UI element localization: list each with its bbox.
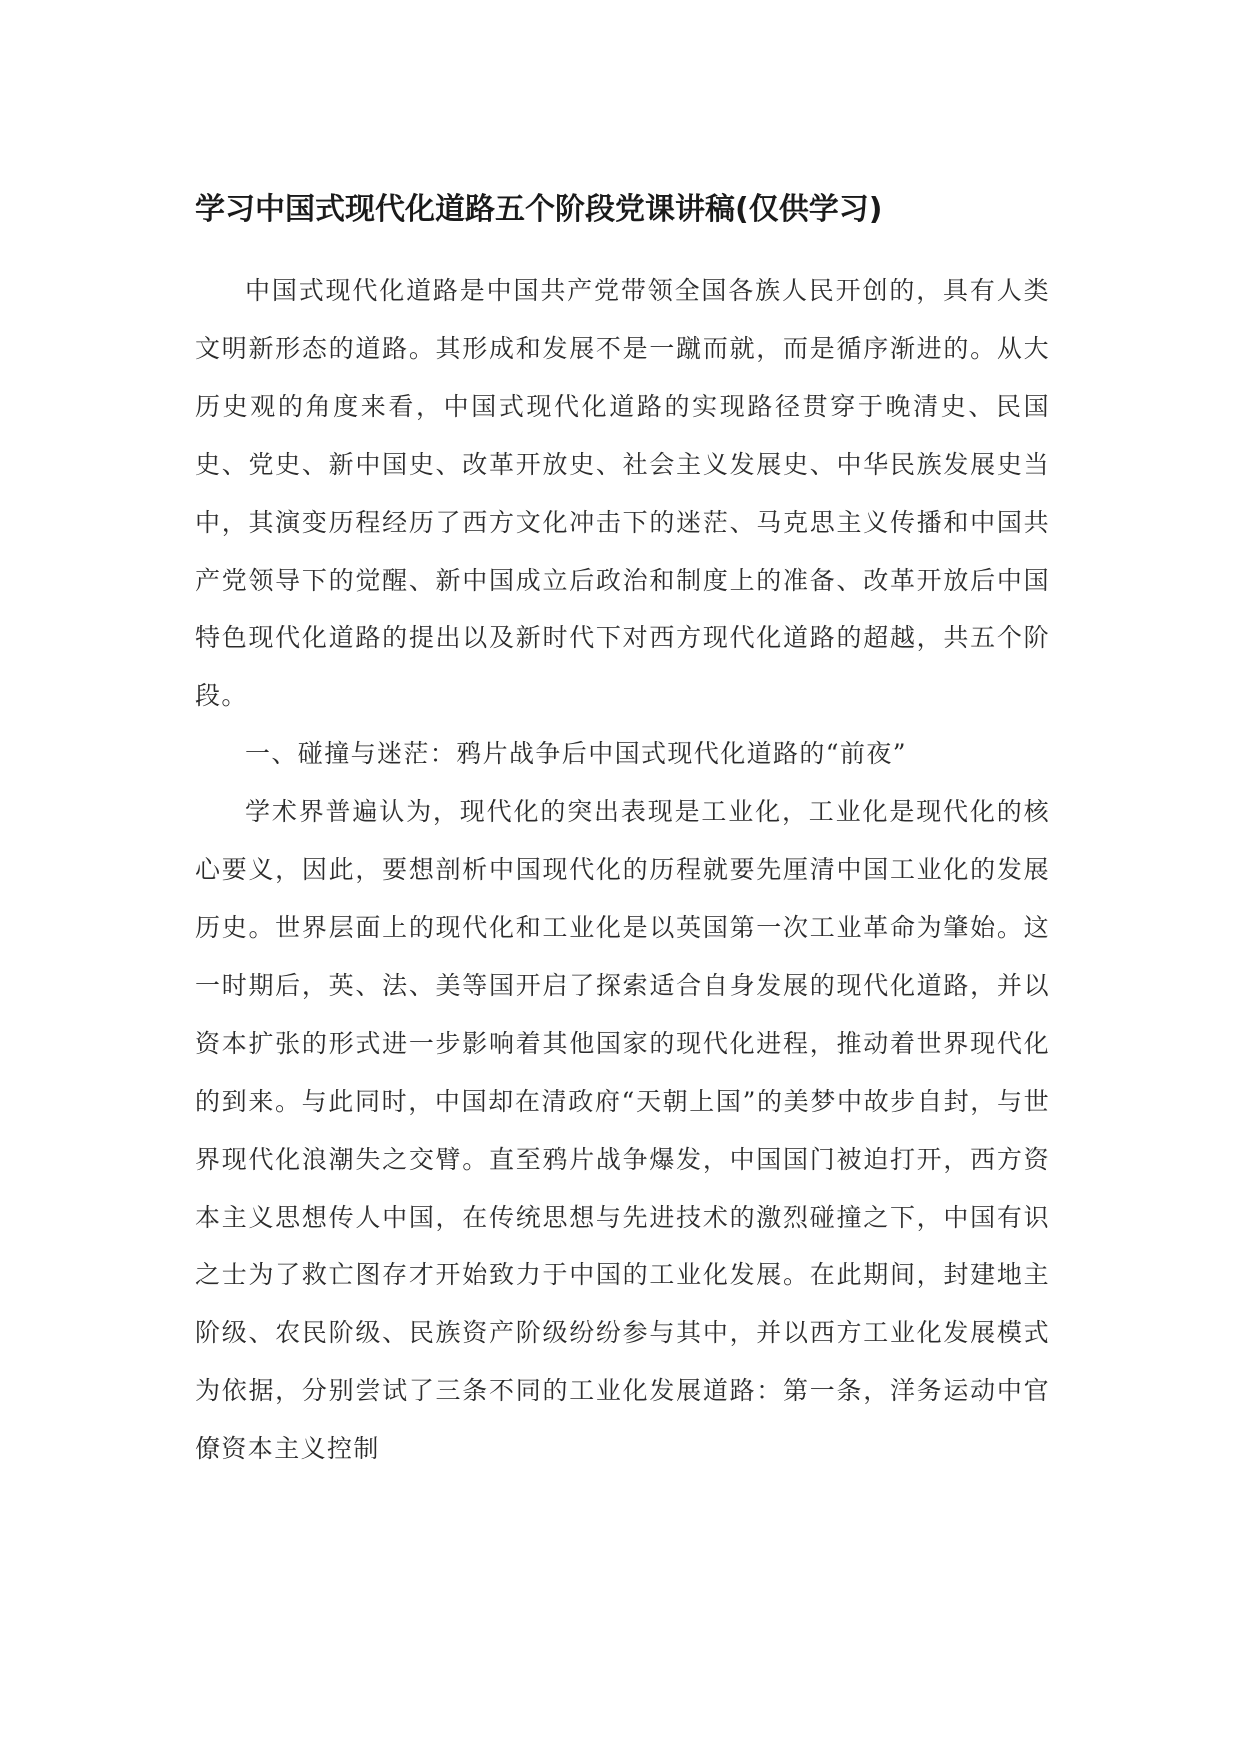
document-title: 学习中国式现代化道路五个阶段党课讲稿(仅供学习)	[195, 192, 883, 227]
body-paragraph: 学术界普遍认为，现代化的突出表现是工业化，工业化是现代化的核心要义，因此，要想剖析中国现代化的历程就要先厘清中国工业化的发展历史。世界层面上的现代化和工业化是以英国第一次工业革命为肇始。这一时期后，英、法、美等国开启了探索适合自身发展的现代化道路，并以资本扩张的形式进一步影响着其他国家的现代化进程，推动着世界现代化的到来。与此同时，中国却在清政府“天朝上国”的美梦中故步自封，与世界现代化浪潮失之交臂。直至鸦片战争爆发，中国国门被迫打开，西方资本主义思想传人中国，在传统思想与先进技术的激烈碰撞之下，中国有识之士为了救亡图存才开始致力于中国的工业化发展。在此期间，封建地主阶级、农民阶级、民族资产阶级纷纷参与其中，并以西方工业化发展模式为依据，分别尝试了三条不同的工业化发展道路：第一条，洋务运动中官僚资本主义控制	[195, 797, 1050, 1464]
section-heading-1: 一、碰撞与迷茫：鸦片战争后中国式现代化道路的“前夜”	[245, 739, 907, 769]
intro-paragraph: 中国式现代化道路是中国共产党带领全国各族人民开创的，具有人类文明新形态的道路。其形成和发展不是一蹴而就，而是循序渐进的。从大历史观的角度来看，中国式现代化道路的实现路径贯穿于晚清史、民国史、党史、新中国史、改革开放史、社会主义发展史、中华民族发展史当中，其演变历程经历了西方文化冲击下的迷茫、马克思主义传播和中国共产党领导下的觉醒、新中国成立后政治和制度上的准备、改革开放后中国特色现代化道路的提出以及新时代下对西方现代化道路的超越，共五个阶段。	[195, 276, 1050, 711]
document-body	[195, 262, 1050, 1478]
